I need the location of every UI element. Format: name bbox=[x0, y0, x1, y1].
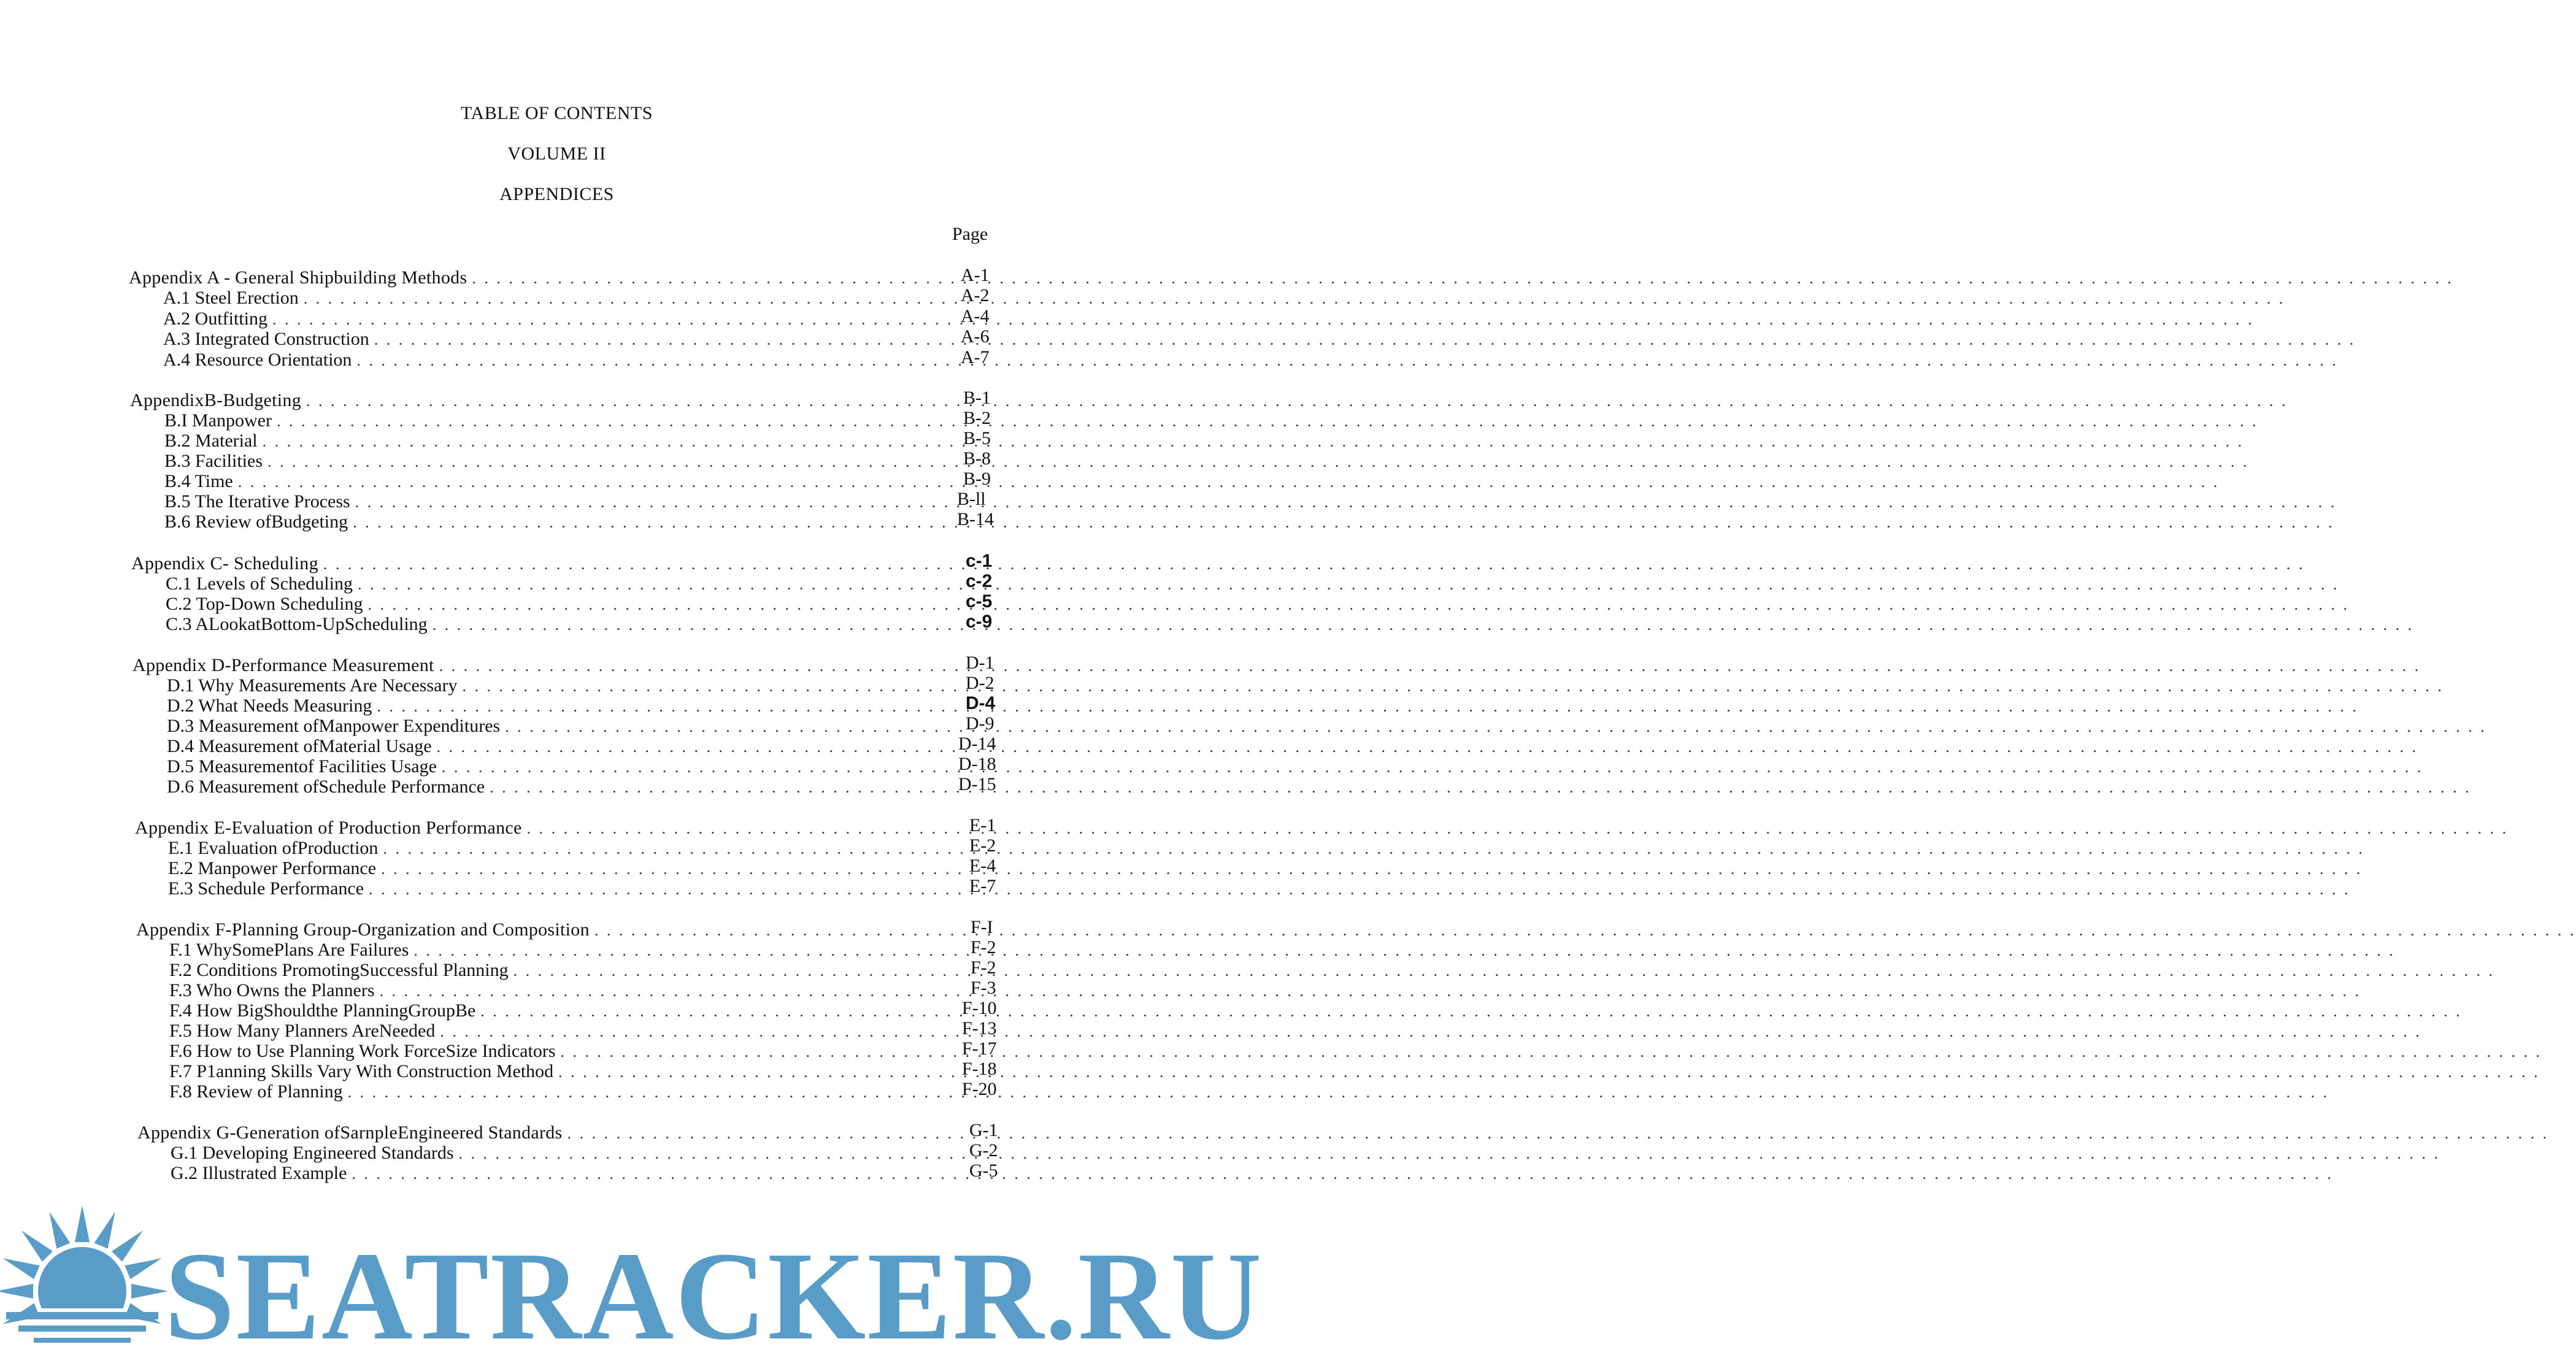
toc-entry: E.2 Manpower Performance . . . bbox=[168, 858, 952, 879]
toc-page-number: B-2 bbox=[963, 408, 991, 428]
toc-page-number: F-3 bbox=[971, 978, 996, 998]
toc-page-number: B-9 bbox=[963, 469, 991, 489]
toc-title: TABLE OF CONTENTS bbox=[461, 103, 653, 123]
toc-entry: E.1 Evaluation ofProduction . . . bbox=[168, 838, 952, 859]
toc-page-number: F-17 bbox=[962, 1038, 997, 1059]
toc-page-number: F-18 bbox=[962, 1059, 997, 1079]
toc-entry: G.2 Illustrated Example . . . bbox=[171, 1163, 952, 1184]
toc-entry: B.3 Facilities . . . bbox=[164, 451, 948, 472]
toc-entry: B.2 Material . . . bbox=[164, 431, 948, 451]
toc-page-number: c-1 bbox=[966, 551, 993, 571]
toc-entry: B.4 Time . . . bbox=[164, 471, 948, 492]
toc-entry: F.1 WhySomePlans Are Failures . . . bbox=[169, 940, 952, 961]
toc-page-number: B-ll bbox=[957, 489, 986, 509]
toc-entry: B.6 Review ofBudgeting . . . bbox=[164, 512, 937, 532]
toc-page-number: F-13 bbox=[962, 1018, 997, 1038]
toc-page-number: E-1 bbox=[969, 815, 996, 835]
toc-entry: C.2 Top-Down Scheduling . . . bbox=[166, 594, 948, 615]
toc-page-number: G-1 bbox=[969, 1120, 998, 1140]
toc-entry: F.2 Conditions PromotingSuccessful Planning . . . bbox=[169, 960, 968, 981]
toc-entry: D.5 Measurementof Facilities Usage . . . bbox=[167, 756, 940, 777]
toc-entry-appendix-c: Appendix C- Scheduling . . . bbox=[131, 553, 948, 574]
toc-entry: B.I Manpower . . . bbox=[164, 410, 948, 431]
toc-entry: C.1 Levels of Scheduling . . . bbox=[166, 574, 948, 594]
sun-icon bbox=[0, 1199, 164, 1364]
toc-page-number: A-7 bbox=[961, 347, 990, 367]
toc-entry: E.3 Schedule Performance . . . bbox=[168, 878, 952, 899]
toc-entry: C.3 ALookatBottom-UpScheduling . . . bbox=[166, 614, 948, 635]
toc-entry: F.3 Who Owns the Planners . . . bbox=[169, 980, 952, 1001]
toc-page-number: G-2 bbox=[969, 1140, 998, 1161]
volume-label: VOLUME II bbox=[507, 144, 606, 164]
toc-page-number: D-15 bbox=[958, 774, 996, 794]
toc-page-number: c-2 bbox=[966, 571, 993, 591]
toc-entry-appendix-f: Appendix F-Planning Group-Organization and Composition . . . bbox=[136, 919, 952, 940]
toc-page-number: A-6 bbox=[961, 326, 990, 347]
toc-entry: F.6 How to Use Planning Work ForceSize Indicators . . . bbox=[169, 1041, 944, 1062]
toc-page-number: E-4 bbox=[969, 856, 996, 876]
toc-page-number: A-2 bbox=[961, 285, 990, 305]
section-heading: APPENDICES bbox=[499, 184, 614, 204]
toc-entry: A.1 Steel Erection . . . bbox=[163, 288, 945, 309]
toc-page-number: A-4 bbox=[961, 306, 990, 326]
toc-entry-appendix-b: AppendixB-Budgeting . . . bbox=[130, 390, 948, 411]
toc-entry: D.3 Measurement ofManpower Expenditures . . . bbox=[167, 716, 948, 737]
toc-entry: A.2 Outfitting . . . bbox=[163, 309, 945, 329]
toc-entry-appendix-e: Appendix E-Evaluation of Production Performance . . . bbox=[135, 818, 952, 838]
toc-entry: D.2 What Needs Measuring . . . bbox=[167, 696, 948, 716]
toc-entry: D.1 Why Measurements Are Necessary . . . bbox=[167, 675, 948, 696]
toc-page-number: D-14 bbox=[958, 734, 996, 754]
toc-page-number: B-14 bbox=[957, 509, 994, 529]
toc-page-number: F-2 bbox=[971, 957, 996, 978]
toc-entry: A.4 Resource Orientation . . . bbox=[163, 350, 945, 370]
toc-page-number: F-I bbox=[971, 917, 993, 937]
toc-page-number: E-7 bbox=[969, 876, 996, 896]
toc-entry-appendix-g: Appendix G-Generation ofSarnpleEngineered Standards . . . bbox=[137, 1122, 952, 1143]
toc-entry: A.3 Integrated Construction . . . bbox=[163, 329, 945, 350]
toc-page-number: A-1 bbox=[961, 265, 990, 285]
toc-page-number: D-1 bbox=[966, 653, 994, 673]
toc-entry: D.4 Measurement ofMaterial Usage . . . bbox=[167, 736, 940, 757]
toc-page-number: D-9 bbox=[966, 713, 994, 734]
toc-entry: G.1 Developing Engineered Standards . . . bbox=[171, 1143, 952, 1164]
toc-page-number: B-8 bbox=[963, 448, 991, 469]
watermark-text: SEATRACKER.RU bbox=[164, 1226, 1263, 1366]
toc-entry-appendix-a: Appendix A - General Shipbuilding Methods . . . bbox=[129, 267, 945, 288]
toc-page-number: c-5 bbox=[966, 591, 993, 612]
toc-page-number: B-1 bbox=[963, 388, 991, 408]
document-page bbox=[0, 0, 1263, 1366]
toc-page-number: F-2 bbox=[971, 937, 996, 957]
toc-page-number: c-9 bbox=[966, 612, 993, 632]
toc-page-number: D-18 bbox=[958, 754, 996, 774]
page-column-label: Page bbox=[952, 224, 988, 244]
toc-entry: F.5 How Many Planners AreNeeded . . . bbox=[169, 1021, 944, 1042]
toc-entry: F.8 Review of Planning . . . bbox=[169, 1081, 944, 1102]
toc-entry: F.4 How BigShouldthe PlanningGroupBe . . . bbox=[169, 1000, 944, 1021]
toc-page-number: E-2 bbox=[969, 835, 996, 856]
toc-entry-appendix-d: Appendix D-Performance Measurement . . . bbox=[133, 655, 948, 676]
toc-page-number: G-5 bbox=[969, 1161, 998, 1181]
toc-entry: D.6 Measurement ofSchedule Performance . . . bbox=[167, 777, 940, 797]
toc-page-number: F-10 bbox=[962, 998, 997, 1018]
toc-entry: B.5 The Iterative Process . . . bbox=[164, 491, 937, 512]
toc-page-number: B-5 bbox=[963, 428, 991, 448]
toc-entry: F.7 P1anning Skills Vary With Construction Method . . . bbox=[169, 1061, 944, 1082]
toc-page-number: D-4 bbox=[966, 693, 996, 713]
toc-page-number: F-20 bbox=[962, 1079, 997, 1099]
toc-page-number: D-2 bbox=[966, 673, 994, 693]
